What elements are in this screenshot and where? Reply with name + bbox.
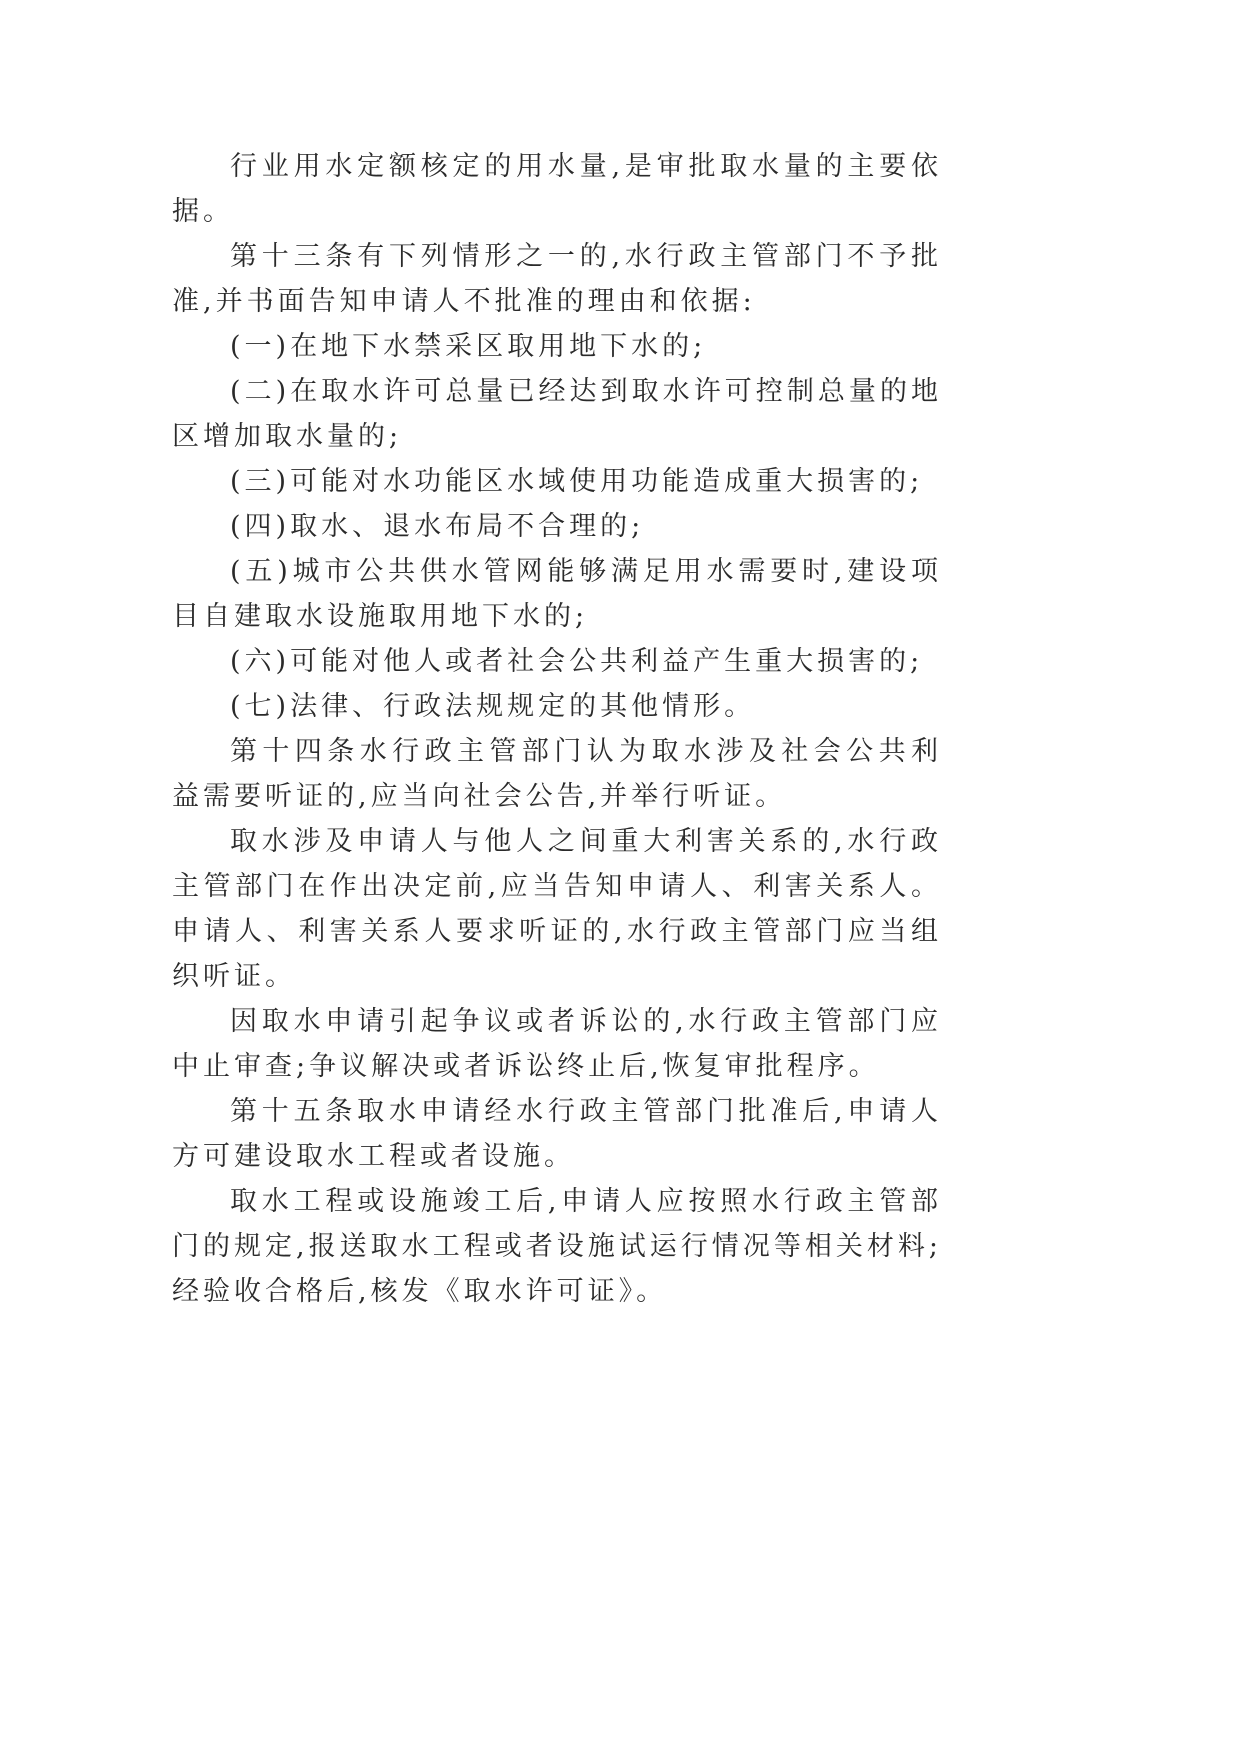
paragraph: 第十五条取水申请经水行政主管部门批准后,申请人方可建设取水工程或者设施。 (172, 1096, 942, 1172)
paragraph: (七)法律、行政法规规定的其他情形。 (230, 691, 756, 722)
paragraph: (三)可能对水功能区水域使用功能造成重大损害的; (230, 466, 924, 497)
paragraph: (二)在取水许可总量已经达到取水许可控制总量的地区增加取水量的; (172, 376, 942, 452)
document-body (172, 144, 942, 1314)
paragraph: (一)在地下水禁采区取用地下水的; (230, 331, 707, 362)
paragraph: 取水工程或设施竣工后,申请人应按照水行政主管部门的规定,报送取水工程或者设施试运行情况等相关材料;经验收合格后,核发《取水许可证》。 (172, 1186, 942, 1307)
paragraph: (四)取水、退水布局不合理的; (230, 511, 645, 542)
paragraph: 第十四条水行政主管部门认为取水涉及社会公共利益需要听证的,应当向社会公告,并举行听证。 (172, 736, 942, 812)
paragraph: 取水涉及申请人与他人之间重大利害关系的,水行政主管部门在作出决定前,应当告知申请人、利害关系人。申请人、利害关系人要求听证的,水行政主管部门应当组织听证。 (172, 826, 942, 992)
paragraph: 行业用水定额核定的用水量,是审批取水量的主要依据。 (172, 151, 942, 227)
paragraph: 因取水申请引起争议或者诉讼的,水行政主管部门应中止审查;争议解决或者诉讼终止后,恢复审批程序。 (172, 1006, 942, 1082)
paragraph: (六)可能对他人或者社会公共利益产生重大损害的; (230, 646, 924, 677)
paragraph: 第十三条有下列情形之一的,水行政主管部门不予批准,并书面告知申请人不批准的理由和依据: (172, 241, 942, 317)
paragraph: (五)城市公共供水管网能够满足用水需要时,建设项目自建取水设施取用地下水的; (172, 556, 942, 632)
